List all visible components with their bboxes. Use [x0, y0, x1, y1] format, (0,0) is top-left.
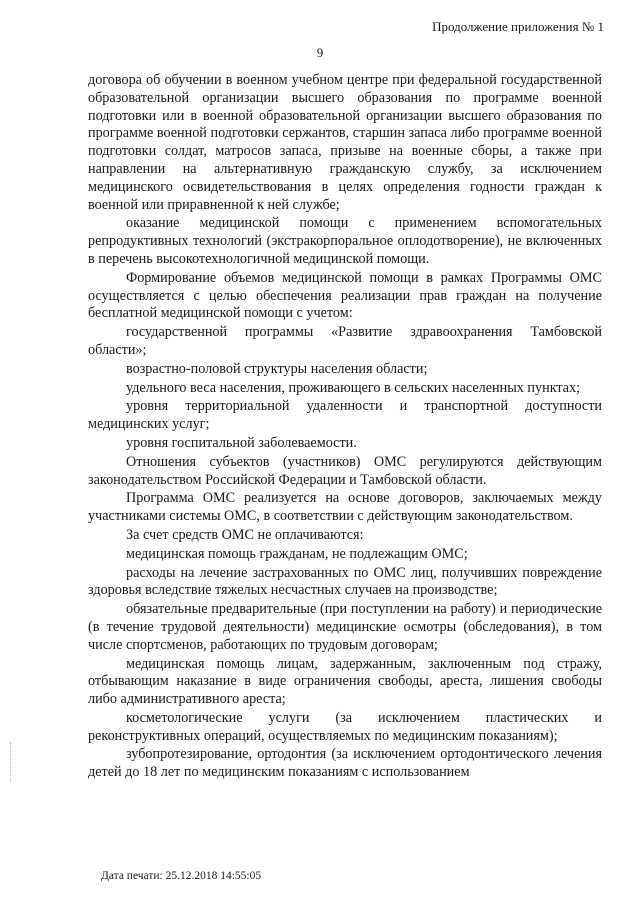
paragraph: косметологические услуги (за исключением пластических и реконструктивных операций, осуществляемых по медицинским показаниям);	[88, 709, 602, 744]
paragraph: Программа ОМС реализуется на основе договоров, заключаемых между участниками системы ОМС, в соответствии с действующим законодательством.	[88, 490, 602, 525]
paragraph: зубопротезирование, ортодонтия (за исключением ортодонтического лечения детей до 18 лет по медицинским показаниям с использованием	[88, 746, 602, 781]
paragraph: Формирование объемов медицинской помощи в рамках Программы ОМС осуществляется с целью обеспечения реализации прав граждан на получение бесплатной медицинской помощи с учетом:	[88, 269, 602, 322]
paragraph: уровня госпитальной заболеваемости.	[126, 434, 357, 451]
paragraph: расходы на лечение застрахованных по ОМС лиц, получивших повреждение здоровья вследствие тяжелых несчастных случаев на производстве;	[88, 564, 602, 599]
paragraph: договора об обучении в военном учебном центре при федеральной государственной образовательной организации высшего образования по программе военной подготовки или в военной образовательной организации высшего образования по программе военной подготовки сержантов, старшин запаса либо программе военной подготовки солдат, матросов запаса, призыве на военные сборы, а также при направлении на альтернативную гражданскую службу, за исключением медицинского освидетельствования в целях определения годности граждан к военной или приравненной к ней службе;	[88, 72, 602, 213]
paragraph: удельного веса населения, проживающего в сельских населенных пунктах;	[126, 379, 581, 396]
paragraph: Отношения субъектов (участников) ОМС регулируются действующим законодательством Российской Федерации и Тамбовской области.	[88, 453, 602, 488]
paragraph: За счет средств ОМС не оплачиваются:	[126, 526, 364, 543]
paragraph: уровня территориальной удаленности и транспортной доступности медицинских услуг;	[88, 398, 602, 433]
paragraph: возрастно-половой структуры населения области;	[126, 360, 428, 377]
appendix-continuation-header: Продолжение приложения № 1	[432, 19, 604, 34]
paragraph: государственной программы «Развитие здравоохранения Тамбовской области»;	[88, 324, 602, 358]
paragraph: оказание медицинской помощи с применением вспомогательных репродуктивных технологий (экстракорпоральное оплодотворение), не включенных в перечень высокотехнологичной медицинской помощи.	[88, 215, 602, 267]
paragraph: обязательные предварительные (при поступлении на работу) и периодические (в течение трудовой деятельности) медицинские осмотры (обследования), в том числе спортсменов, работающих по трудовым договорам;	[88, 601, 602, 653]
paragraph: медицинская помощь гражданам, не подлежащим ОМС;	[126, 545, 468, 562]
paragraph: медицинская помощь лицам, задержанным, заключенным под стражу, отбывающим наказание в виде ограничения свободы, ареста, лишения свободы либо административного ареста;	[88, 655, 602, 708]
page-number: 9	[316, 45, 324, 60]
print-date-footer: Дата печати: 25.12.2018 14:55:05	[101, 870, 262, 882]
document-body	[88, 72, 602, 782]
margin-scan-mark	[10, 742, 13, 782]
